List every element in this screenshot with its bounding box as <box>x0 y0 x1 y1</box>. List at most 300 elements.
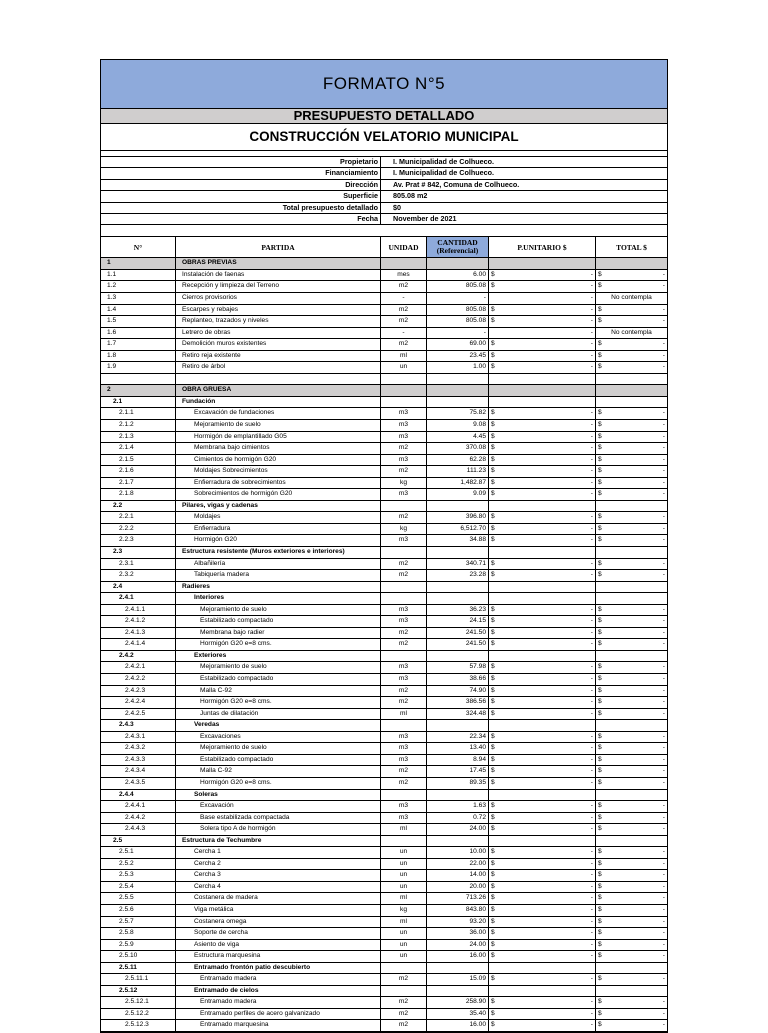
item-total <box>596 870 667 881</box>
item-unit: un <box>381 362 427 373</box>
currency-symbol: $ <box>598 905 602 913</box>
item-total <box>596 258 667 269</box>
item-number: 2.1.5 <box>101 455 176 466</box>
item-unit: m2 <box>381 974 427 985</box>
currency-symbol: $ <box>491 478 495 486</box>
item-number: 2.4.3.2 <box>101 743 176 754</box>
info-value: I. Municipalidad de Colhueco. <box>393 157 495 166</box>
item-total <box>596 905 667 916</box>
currency-symbol: $ <box>491 825 495 833</box>
item-number: 2.5.9 <box>101 940 176 951</box>
item-quantity <box>427 547 489 558</box>
item-quantity: 62.28 <box>427 455 489 466</box>
item-number: 2.1.2 <box>101 420 176 431</box>
section-row <box>101 258 667 270</box>
table-row <box>101 755 667 767</box>
item-unit: m3 <box>381 489 427 500</box>
table-row <box>101 478 667 490</box>
dash-value: - <box>590 755 593 763</box>
item-total <box>596 940 667 951</box>
currency-symbol: $ <box>491 882 495 890</box>
table-row <box>101 847 667 859</box>
table-row <box>101 893 667 905</box>
item-number: 2.4.1.3 <box>101 628 176 639</box>
item-quantity: 0.72 <box>427 813 489 824</box>
dash-value: - <box>590 490 593 498</box>
currency-symbol: $ <box>598 640 602 648</box>
item-unit-price <box>489 293 596 304</box>
item-unit: m2 <box>381 778 427 789</box>
table-row <box>101 859 667 871</box>
item-description: Viga metálica <box>176 905 381 916</box>
dash-value: - <box>662 894 665 902</box>
item-unit-price <box>489 997 596 1008</box>
table-header <box>101 237 667 258</box>
item-unit-price <box>489 559 596 570</box>
item-unit-price <box>489 628 596 639</box>
item-unit-price <box>489 489 596 500</box>
item-unit: m2 <box>381 281 427 292</box>
dash-value: - <box>662 767 665 775</box>
item-description <box>176 374 381 385</box>
dash-value: - <box>590 975 593 983</box>
table-row <box>101 339 667 351</box>
table-row <box>101 974 667 986</box>
item-quantity <box>427 258 489 269</box>
item-description: Hormigón G20 e=8 cms. <box>176 778 381 789</box>
item-number: 1.5 <box>101 316 176 327</box>
item-quantity <box>427 501 489 512</box>
item-number: 2.4.2.5 <box>101 709 176 720</box>
currency-symbol: $ <box>491 317 495 325</box>
item-number: 2.4.3.3 <box>101 755 176 766</box>
item-number: 2.1.1 <box>101 408 176 419</box>
item-quantity: 805.08 <box>427 281 489 292</box>
column-header-number: N° <box>101 237 176 257</box>
table-row <box>101 408 667 420</box>
item-description: Letrero de obras <box>176 328 381 339</box>
item-number: 2.3 <box>101 547 176 558</box>
item-unit <box>381 720 427 731</box>
currency-symbol: $ <box>598 513 602 521</box>
item-unit-price <box>489 963 596 974</box>
item-unit <box>381 790 427 801</box>
dash-value: - <box>662 663 665 671</box>
currency-symbol: $ <box>598 340 602 348</box>
dash-value: - <box>662 698 665 706</box>
dash-value: - <box>590 882 593 890</box>
subsection-row <box>101 593 667 605</box>
item-total <box>596 893 667 904</box>
item-unit-price <box>489 917 596 928</box>
item-quantity: 843.80 <box>427 905 489 916</box>
item-unit-price <box>489 847 596 858</box>
info-label: Superficie <box>101 191 381 201</box>
item-unit-price <box>489 1020 596 1031</box>
item-unit-price <box>489 535 596 546</box>
item-unit-price <box>489 859 596 870</box>
item-number: 1.8 <box>101 351 176 362</box>
item-quantity: 15.09 <box>427 974 489 985</box>
currency-symbol: $ <box>598 490 602 498</box>
item-number: 2.4.1.1 <box>101 605 176 616</box>
item-quantity: 324.48 <box>427 709 489 720</box>
info-row <box>101 180 667 191</box>
item-description: Cierros provisorios <box>176 293 381 304</box>
currency-symbol: $ <box>598 363 602 371</box>
table-row <box>101 940 667 952</box>
currency-symbol: $ <box>491 802 495 810</box>
item-unit: mes <box>381 270 427 281</box>
item-unit <box>381 593 427 604</box>
item-number: 2.5.12.1 <box>101 997 176 1008</box>
item-total <box>596 743 667 754</box>
spacer-row <box>101 225 667 237</box>
dash-value: - <box>590 340 593 348</box>
item-quantity: 9.09 <box>427 489 489 500</box>
currency-symbol: $ <box>598 663 602 671</box>
dash-value: - <box>590 778 593 786</box>
dash-value: - <box>590 917 593 925</box>
dash-value: - <box>590 559 593 567</box>
currency-symbol: $ <box>598 605 602 613</box>
dash-value: - <box>590 732 593 740</box>
item-total <box>596 316 667 327</box>
currency-symbol: $ <box>491 571 495 579</box>
item-number: 2.5.12.3 <box>101 1020 176 1031</box>
item-total <box>596 1009 667 1020</box>
item-description: Solera tipo A de hormigón <box>176 824 381 835</box>
item-unit-price <box>489 443 596 454</box>
item-description: Membrana bajo radier <box>176 628 381 639</box>
currency-symbol: $ <box>491 467 495 475</box>
item-quantity: 38.66 <box>427 674 489 685</box>
item-total <box>596 801 667 812</box>
dash-value: - <box>590 524 593 532</box>
item-description: Excavaciones <box>176 732 381 743</box>
item-description: OBRAS PREVIAS <box>176 258 381 269</box>
column-header-partida: PARTIDA <box>176 237 381 257</box>
item-quantity: 22.00 <box>427 859 489 870</box>
currency-symbol: $ <box>598 952 602 960</box>
dash-value: - <box>590 421 593 428</box>
item-unit-price <box>489 385 596 396</box>
item-number: 2.4.2.3 <box>101 686 176 697</box>
item-quantity: 93.20 <box>427 917 489 928</box>
item-number <box>101 374 176 385</box>
item-description: Demolición muros existentes <box>176 339 381 350</box>
item-number: 2.5.12 <box>101 986 176 997</box>
item-total <box>596 374 667 385</box>
dash-value: - <box>662 363 665 371</box>
item-description: Retiro de árbol <box>176 362 381 373</box>
item-total <box>596 466 667 477</box>
item-description: Moldajes <box>176 512 381 523</box>
currency-symbol: $ <box>491 940 495 948</box>
dash-value: - <box>662 1009 665 1017</box>
item-description: Malla C-92 <box>176 766 381 777</box>
currency-symbol: $ <box>598 813 602 821</box>
item-number: 2.4.1.4 <box>101 639 176 650</box>
item-unit: kg <box>381 905 427 916</box>
item-unit-price <box>489 893 596 904</box>
item-quantity: 805.08 <box>427 305 489 316</box>
item-total <box>596 489 667 500</box>
item-description: Radieres <box>176 582 381 593</box>
item-unit-price <box>489 905 596 916</box>
currency-symbol: $ <box>491 675 495 683</box>
currency-symbol: $ <box>491 1021 495 1029</box>
item-number: 1.9 <box>101 362 176 373</box>
dash-value: - <box>590 952 593 960</box>
dash-value: - <box>662 340 665 348</box>
item-unit <box>381 501 427 512</box>
item-quantity <box>427 836 489 847</box>
item-total <box>596 732 667 743</box>
currency-symbol: $ <box>598 1009 602 1017</box>
cantidad-sublabel: (Referencial) <box>436 246 479 256</box>
currency-symbol: $ <box>491 363 495 371</box>
item-unit <box>381 651 427 662</box>
currency-symbol: $ <box>598 1021 602 1029</box>
item-quantity: 36.00 <box>427 928 489 939</box>
item-description: Cercha 2 <box>176 859 381 870</box>
dash-value: - <box>590 709 593 717</box>
currency-symbol: $ <box>491 744 495 752</box>
item-unit-price <box>489 351 596 362</box>
item-total <box>596 928 667 939</box>
item-quantity: 57.98 <box>427 662 489 673</box>
item-unit: un <box>381 928 427 939</box>
item-quantity: 36.23 <box>427 605 489 616</box>
item-unit: m3 <box>381 408 427 419</box>
currency-symbol: $ <box>598 675 602 683</box>
info-label: Financiamiento <box>101 168 381 178</box>
currency-symbol: $ <box>491 455 495 463</box>
currency-symbol: $ <box>491 559 495 567</box>
item-number: 2.1 <box>101 397 176 408</box>
item-description: Costanera de madera <box>176 893 381 904</box>
currency-symbol: $ <box>598 929 602 937</box>
item-description: Cercha 4 <box>176 882 381 893</box>
item-number: 2.4.4.3 <box>101 824 176 835</box>
item-description: Fundación <box>176 397 381 408</box>
item-total <box>596 686 667 697</box>
currency-symbol: $ <box>598 571 602 579</box>
no-contempla-label: No contempla <box>611 293 652 301</box>
table-row <box>101 951 667 963</box>
item-unit <box>381 836 427 847</box>
item-quantity: 23.45 <box>427 351 489 362</box>
dash-value: - <box>662 917 665 925</box>
currency-symbol: $ <box>598 998 602 1006</box>
currency-symbol: $ <box>598 917 602 925</box>
item-unit: m3 <box>381 535 427 546</box>
item-quantity: 34.88 <box>427 535 489 546</box>
dash-value: - <box>662 478 665 486</box>
project-title: CONSTRUCCIÓN VELATORIO MUNICIPAL <box>101 124 667 151</box>
currency-symbol: $ <box>598 444 602 452</box>
dash-value: - <box>662 675 665 683</box>
currency-symbol: $ <box>491 929 495 937</box>
subsection-row <box>101 963 667 975</box>
item-unit <box>381 547 427 558</box>
dash-value: - <box>590 628 593 636</box>
currency-symbol: $ <box>491 605 495 613</box>
item-unit-price <box>489 686 596 697</box>
item-unit-price <box>489 720 596 731</box>
item-unit: m3 <box>381 420 427 431</box>
item-total <box>596 674 667 685</box>
item-description: Estabilizado compactado <box>176 674 381 685</box>
info-label: Dirección <box>101 180 381 190</box>
item-unit-price <box>489 766 596 777</box>
item-description: Membrana bajo cimientos <box>176 443 381 454</box>
table-row <box>101 709 667 721</box>
currency-symbol: $ <box>598 432 602 440</box>
item-unit: ml <box>381 917 427 928</box>
dash-value: - <box>590 813 593 821</box>
table-row <box>101 882 667 894</box>
item-quantity: 1.63 <box>427 801 489 812</box>
table-row <box>101 801 667 813</box>
dash-value: - <box>662 709 665 717</box>
item-description: Estructura resistente (Muros exteriores e interiores) <box>176 547 381 558</box>
item-total <box>596 882 667 893</box>
table-row <box>101 928 667 940</box>
item-unit: un <box>381 870 427 881</box>
item-quantity: 1,482.87 <box>427 478 489 489</box>
item-total <box>596 859 667 870</box>
item-number: 2.5.11.1 <box>101 974 176 985</box>
item-unit-price <box>489 778 596 789</box>
item-description: Enfierradura <box>176 524 381 535</box>
item-unit: ml <box>381 893 427 904</box>
table-row <box>101 455 667 467</box>
item-description: Escarpes y rebajes <box>176 305 381 316</box>
item-unit-price <box>489 432 596 443</box>
item-number: 2.4.1.2 <box>101 616 176 627</box>
item-quantity: 24.00 <box>427 940 489 951</box>
dash-value: - <box>662 513 665 521</box>
table-row <box>101 997 667 1009</box>
item-unit-price <box>489 339 596 350</box>
table-row <box>101 1009 667 1021</box>
currency-symbol: $ <box>598 975 602 983</box>
item-unit-price <box>489 582 596 593</box>
currency-symbol: $ <box>598 282 602 290</box>
item-quantity: 17.45 <box>427 766 489 777</box>
item-quantity: 24.00 <box>427 824 489 835</box>
item-number: 2.4.2.2 <box>101 674 176 685</box>
dash-value: - <box>590 293 593 301</box>
item-unit: m2 <box>381 443 427 454</box>
item-number: 2.5.2 <box>101 859 176 870</box>
item-number: 2.1.4 <box>101 443 176 454</box>
item-total <box>596 524 667 535</box>
item-number: 2.4.4.1 <box>101 801 176 812</box>
item-total <box>596 397 667 408</box>
item-number: 2.5.8 <box>101 928 176 939</box>
item-number: 1.3 <box>101 293 176 304</box>
item-description: Interiores <box>176 593 381 604</box>
item-number: 2.5.4 <box>101 882 176 893</box>
dash-value: - <box>662 1021 665 1029</box>
item-number: 2.5.7 <box>101 917 176 928</box>
item-unit: un <box>381 940 427 951</box>
item-total <box>596 328 667 339</box>
item-number: 2.3.1 <box>101 559 176 570</box>
item-description: Malla C-92 <box>176 686 381 697</box>
item-quantity: 16.00 <box>427 951 489 962</box>
item-total <box>596 570 667 581</box>
item-number: 2.4.4.2 <box>101 813 176 824</box>
currency-symbol: $ <box>491 617 495 625</box>
table-row <box>101 628 667 640</box>
dash-value: - <box>662 940 665 948</box>
dash-value: - <box>590 409 593 417</box>
item-description: Mejoramiento de suelo <box>176 420 381 431</box>
info-label: Propietario <box>101 157 381 167</box>
item-quantity: 111.23 <box>427 466 489 477</box>
table-row <box>101 570 667 582</box>
item-total <box>596 512 667 523</box>
item-total <box>596 339 667 350</box>
item-unit: m3 <box>381 801 427 812</box>
item-total <box>596 963 667 974</box>
currency-symbol: $ <box>491 282 495 290</box>
item-description: Hormigón de emplantillado G05 <box>176 432 381 443</box>
item-number: 2.2.2 <box>101 524 176 535</box>
dash-value: - <box>590 767 593 775</box>
item-number: 2.5 <box>101 836 176 847</box>
item-total <box>596 547 667 558</box>
currency-symbol: $ <box>491 513 495 521</box>
item-number: 2.4.4 <box>101 790 176 801</box>
item-total <box>596 305 667 316</box>
item-description: Mejoramiento de suelo <box>176 662 381 673</box>
dash-value: - <box>662 778 665 786</box>
dash-value: - <box>590 640 593 648</box>
item-unit: m3 <box>381 432 427 443</box>
dash-value: - <box>590 467 593 475</box>
item-total <box>596 824 667 835</box>
item-total <box>596 662 667 673</box>
item-unit <box>381 385 427 396</box>
item-unit-price <box>489 870 596 881</box>
dash-value: - <box>662 975 665 983</box>
dash-value: - <box>590 1009 593 1017</box>
item-description: Entramado marquesina <box>176 1020 381 1031</box>
currency-symbol: $ <box>598 478 602 486</box>
table-row <box>101 732 667 744</box>
dash-value: - <box>662 524 665 532</box>
dash-value: - <box>662 421 665 428</box>
item-description: Base estabilizada compactada <box>176 813 381 824</box>
dash-value: - <box>590 871 593 879</box>
item-description: Mejoramiento de suelo <box>176 605 381 616</box>
dash-value: - <box>662 270 665 278</box>
info-row <box>101 168 667 179</box>
item-unit <box>381 397 427 408</box>
item-unit: m3 <box>381 743 427 754</box>
item-unit-price <box>489 408 596 419</box>
dash-value: - <box>662 882 665 890</box>
currency-symbol: $ <box>598 455 602 463</box>
currency-symbol: $ <box>491 917 495 925</box>
table-row <box>101 766 667 778</box>
item-quantity: 713.26 <box>427 893 489 904</box>
